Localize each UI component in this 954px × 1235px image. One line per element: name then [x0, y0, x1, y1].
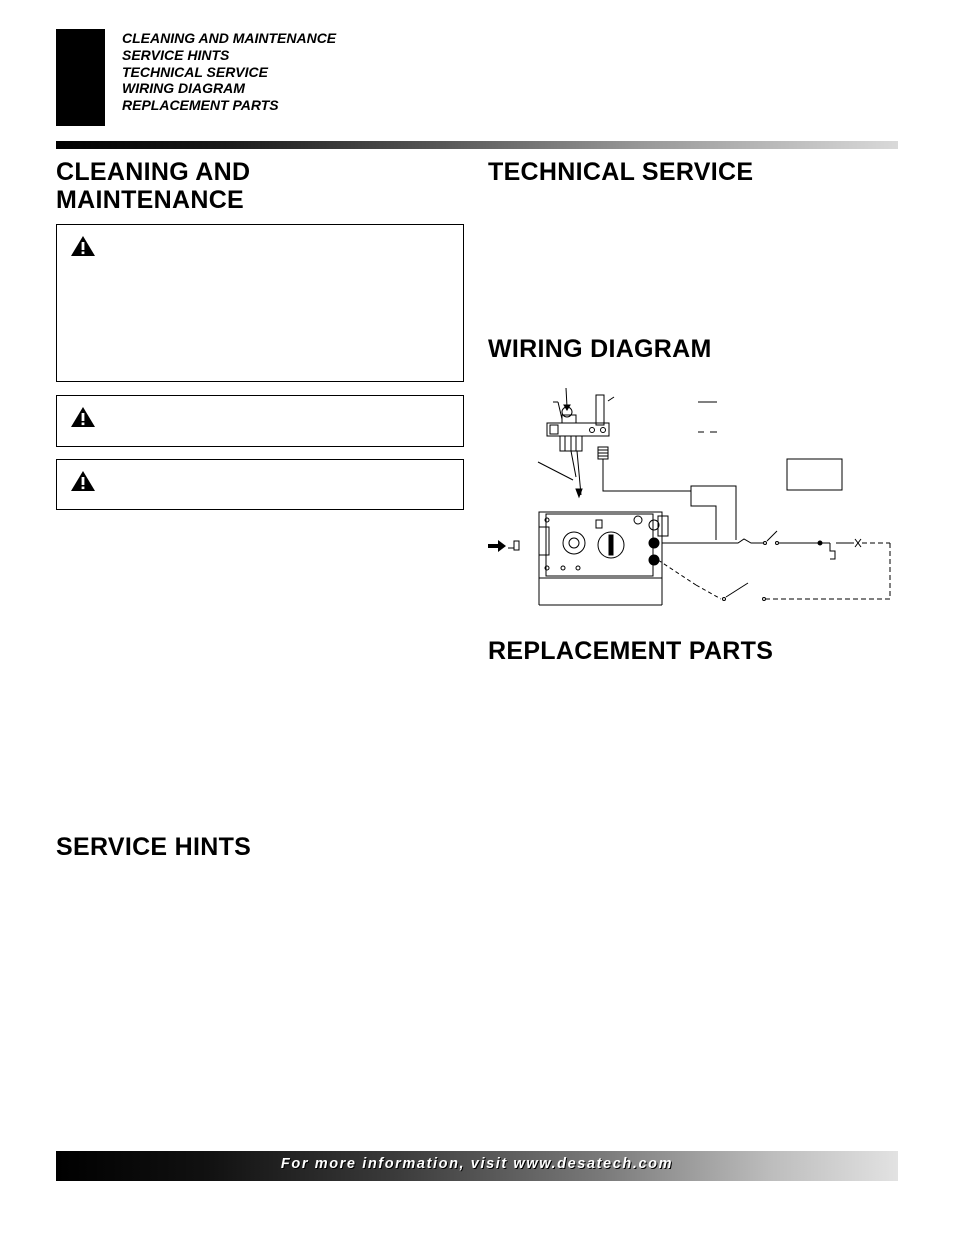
heading-technical-service: TECHNICAL SERVICE [488, 158, 754, 186]
toc-item-replacement-parts[interactable]: REPLACEMENT PARTS [122, 97, 279, 114]
heading-replacement-parts: REPLACEMENT PARTS [488, 637, 774, 665]
toc-item-cleaning[interactable]: CLEANING AND MAINTENANCE [122, 30, 337, 46]
gas-inlet-arrow-icon [488, 540, 519, 552]
heading-cleaning-maintenance [56, 158, 250, 214]
gas-valve [539, 512, 668, 605]
footer-bar [56, 1151, 898, 1181]
heading-cleaning-line1: CLEANING AND [56, 158, 251, 186]
warning-triangle-icon [70, 470, 96, 492]
footer-link-text[interactable]: For more information, visit www.desatech.com [280, 1156, 674, 1172]
warning-triangle-icon [70, 406, 96, 428]
toc-item-technical-service[interactable]: TECHNICAL SERVICE [122, 63, 268, 80]
toc-item-wiring-diagram[interactable]: WIRING DIAGRAM [122, 80, 245, 97]
table-of-contents [122, 30, 336, 114]
section-tab-block [56, 29, 105, 126]
warning-box-2 [56, 395, 464, 447]
heading-service-hints: SERVICE HINTS [56, 833, 252, 861]
toc-item-service-hints[interactable]: SERVICE HINTS [122, 46, 230, 63]
label-box [787, 459, 842, 490]
legend-marks [698, 402, 717, 432]
warning-triangle-icon [70, 235, 96, 257]
heading-wiring-diagram: WIRING DIAGRAM [488, 335, 712, 363]
warning-box-3 [56, 459, 464, 510]
heading-cleaning-line2: MAINTENANCE [56, 186, 245, 214]
switch-circuit [658, 531, 890, 601]
wiring-diagram [486, 385, 898, 610]
header-gradient-rule [56, 141, 898, 149]
warning-box-1 [56, 224, 464, 382]
